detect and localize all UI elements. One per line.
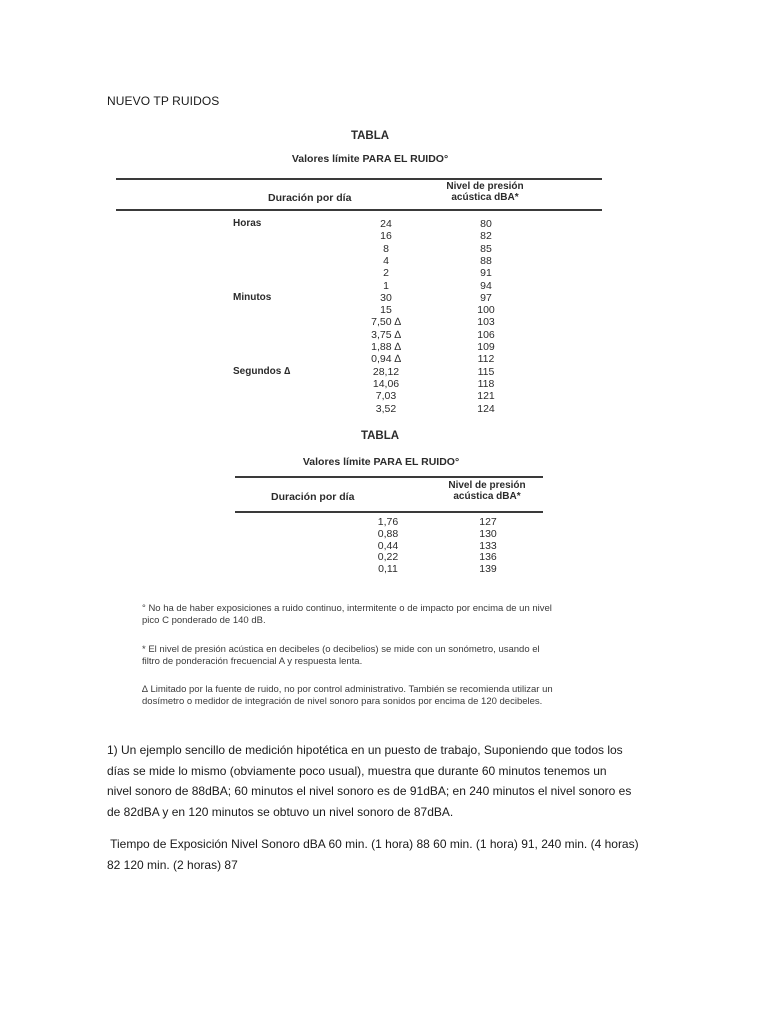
exercise-line-1: 1) Un ejemplo sencillo de medición hipotética en un puesto de trabajo, Suponiendo que todos los <box>107 743 623 757</box>
table-row <box>233 366 533 378</box>
row-category: Segundos ∆ <box>233 365 291 377</box>
row-duration: 24 <box>380 218 392 230</box>
table-1-col-level <box>430 181 540 203</box>
footnote-degree-line1: ° No ha de haber exposiciones a ruido continuo, intermitente o de impacto por encima de un nivel <box>142 603 552 614</box>
row-duration: 0,22 <box>377 551 399 564</box>
table-1-col-duration: Duración por día <box>268 192 352 204</box>
row-duration: 16 <box>380 230 392 243</box>
row-category: Horas <box>233 218 262 229</box>
table-2-col-duration: Duración por día <box>271 491 355 503</box>
table-2-col-level-line2: acústica dBA* <box>453 491 521 502</box>
document-title: NUEVO TP RUIDOS <box>107 94 220 108</box>
row-duration: 15 <box>380 304 392 317</box>
table-row <box>233 528 533 540</box>
table-row <box>233 378 533 390</box>
table-row <box>233 230 533 242</box>
table-row <box>233 563 533 575</box>
row-level-dba: 124 <box>477 402 495 415</box>
row-duration: 14,06 <box>372 377 400 390</box>
table-row <box>233 353 533 365</box>
table-row <box>233 255 533 267</box>
row-duration: 1,88 ∆ <box>371 341 401 353</box>
row-level-dba: 109 <box>477 341 495 353</box>
row-level-dba: 97 <box>480 291 492 304</box>
row-category: Minutos <box>233 291 272 303</box>
row-duration: 0,94 ∆ <box>371 353 401 366</box>
row-duration: 3,75 ∆ <box>371 328 401 341</box>
table-row <box>233 292 533 304</box>
row-level-dba: 121 <box>477 390 495 403</box>
table-2-subheading: Valores límite PARA EL RUIDO° <box>302 456 460 468</box>
table-1-col-level-line1: Nivel de presión <box>446 181 524 192</box>
row-duration: 0,88 <box>377 527 399 540</box>
table-row <box>233 316 533 328</box>
row-duration: 30 <box>380 291 392 304</box>
exercise-line-3: nivel sonoro de 88dBA; 60 minutos el nivel sonoro es de 91dBA; en 240 minutos el nivel sonoro es <box>107 784 632 798</box>
footnote-degree <box>142 603 622 627</box>
table-1-col-level-line2: acústica dBA* <box>451 192 519 203</box>
table-2-header-rule <box>235 511 543 513</box>
exercise-paragraph <box>107 740 667 822</box>
row-duration: 0,11 <box>378 563 398 576</box>
footnote-asterisk-line2: filtro de ponderación frecuencial A y respuesta lenta. <box>142 656 363 667</box>
table-1-subheading: Valores límite PARA EL RUIDO° <box>291 153 449 165</box>
table-row <box>233 540 533 552</box>
table-row <box>233 304 533 316</box>
footnote-delta-line1: ∆ Limitado por la fuente de ruido, no por control administrativo. También se recomienda utilizar un <box>142 684 553 695</box>
table-1-top-rule <box>116 178 602 180</box>
table-row <box>233 341 533 353</box>
row-duration: 0,44 <box>377 539 399 552</box>
table-2-col-level-line1: Nivel de presión <box>448 480 526 491</box>
row-duration: 1 <box>383 279 389 292</box>
table-1-heading: TABLA <box>350 130 390 142</box>
row-level-dba: 94 <box>480 279 492 292</box>
row-level-dba: 103 <box>477 316 495 329</box>
row-duration: 1,76 <box>377 516 399 528</box>
row-duration: 7,03 <box>375 390 397 403</box>
exposure-line-1: Tiempo de Exposición Nivel Sonoro dBA 60 min. (1 hora) 88 60 min. (1 hora) 91, 240 min. (4 horas) <box>107 837 639 851</box>
table-1-header-rule <box>116 209 602 211</box>
row-level-dba: 91 <box>480 267 492 280</box>
exposure-summary-paragraph <box>107 834 667 875</box>
table-row <box>233 280 533 292</box>
footnote-asterisk-line1: * El nivel de presión acústica en decibeles (o decibelios) se mide con un sonómetro, usando el <box>142 644 540 655</box>
row-level-dba: 115 <box>477 365 495 378</box>
exercise-line-4: de 82dBA y en 120 minutos se obtuvo un nivel sonoro de 87dBA. <box>107 804 454 819</box>
table-row <box>233 267 533 279</box>
footnote-delta-line2: dosímetro o medidor de integración de nivel sonoro para sonidos por encima de 120 decibeles. <box>142 696 543 707</box>
row-level-dba: 136 <box>479 551 497 564</box>
exercise-line-2: días se mide lo mismo (obviamente poco usual), muestra que durante 60 minutos tenemos un <box>107 763 607 778</box>
row-level-dba: 82 <box>480 230 492 243</box>
footnote-degree-line2: pico C ponderado de 140 dB. <box>142 615 266 626</box>
table-row <box>233 218 533 230</box>
table-row <box>233 243 533 255</box>
row-level-dba: 100 <box>477 304 495 317</box>
row-duration: 7,50 ∆ <box>371 316 401 329</box>
row-level-dba: 118 <box>477 377 495 390</box>
row-duration: 2 <box>383 267 389 280</box>
row-level-dba: 80 <box>480 218 492 230</box>
exposure-line-2: 82 120 min. (2 horas) 87 <box>107 857 238 872</box>
table-2-top-rule <box>235 476 543 478</box>
table-row <box>233 390 533 402</box>
table-row <box>233 551 533 563</box>
row-level-dba: 133 <box>479 539 497 552</box>
row-duration: 3,52 <box>375 402 397 415</box>
row-level-dba: 127 <box>479 516 497 528</box>
row-level-dba: 112 <box>477 353 495 366</box>
row-level-dba: 88 <box>480 254 492 267</box>
row-level-dba: 85 <box>480 242 492 255</box>
footnote-delta <box>142 684 622 708</box>
row-duration: 4 <box>383 254 389 267</box>
table-row <box>233 403 533 415</box>
row-duration: 8 <box>383 242 389 255</box>
row-level-dba: 106 <box>477 328 495 341</box>
row-level-dba: 130 <box>479 527 497 540</box>
table-row <box>233 516 533 528</box>
table-2-col-level <box>432 480 542 502</box>
table-row <box>233 329 533 341</box>
row-duration: 28,12 <box>372 365 400 378</box>
footnote-asterisk <box>142 644 622 668</box>
row-level-dba: 139 <box>479 563 497 576</box>
table-2-heading: TABLA <box>360 430 400 442</box>
